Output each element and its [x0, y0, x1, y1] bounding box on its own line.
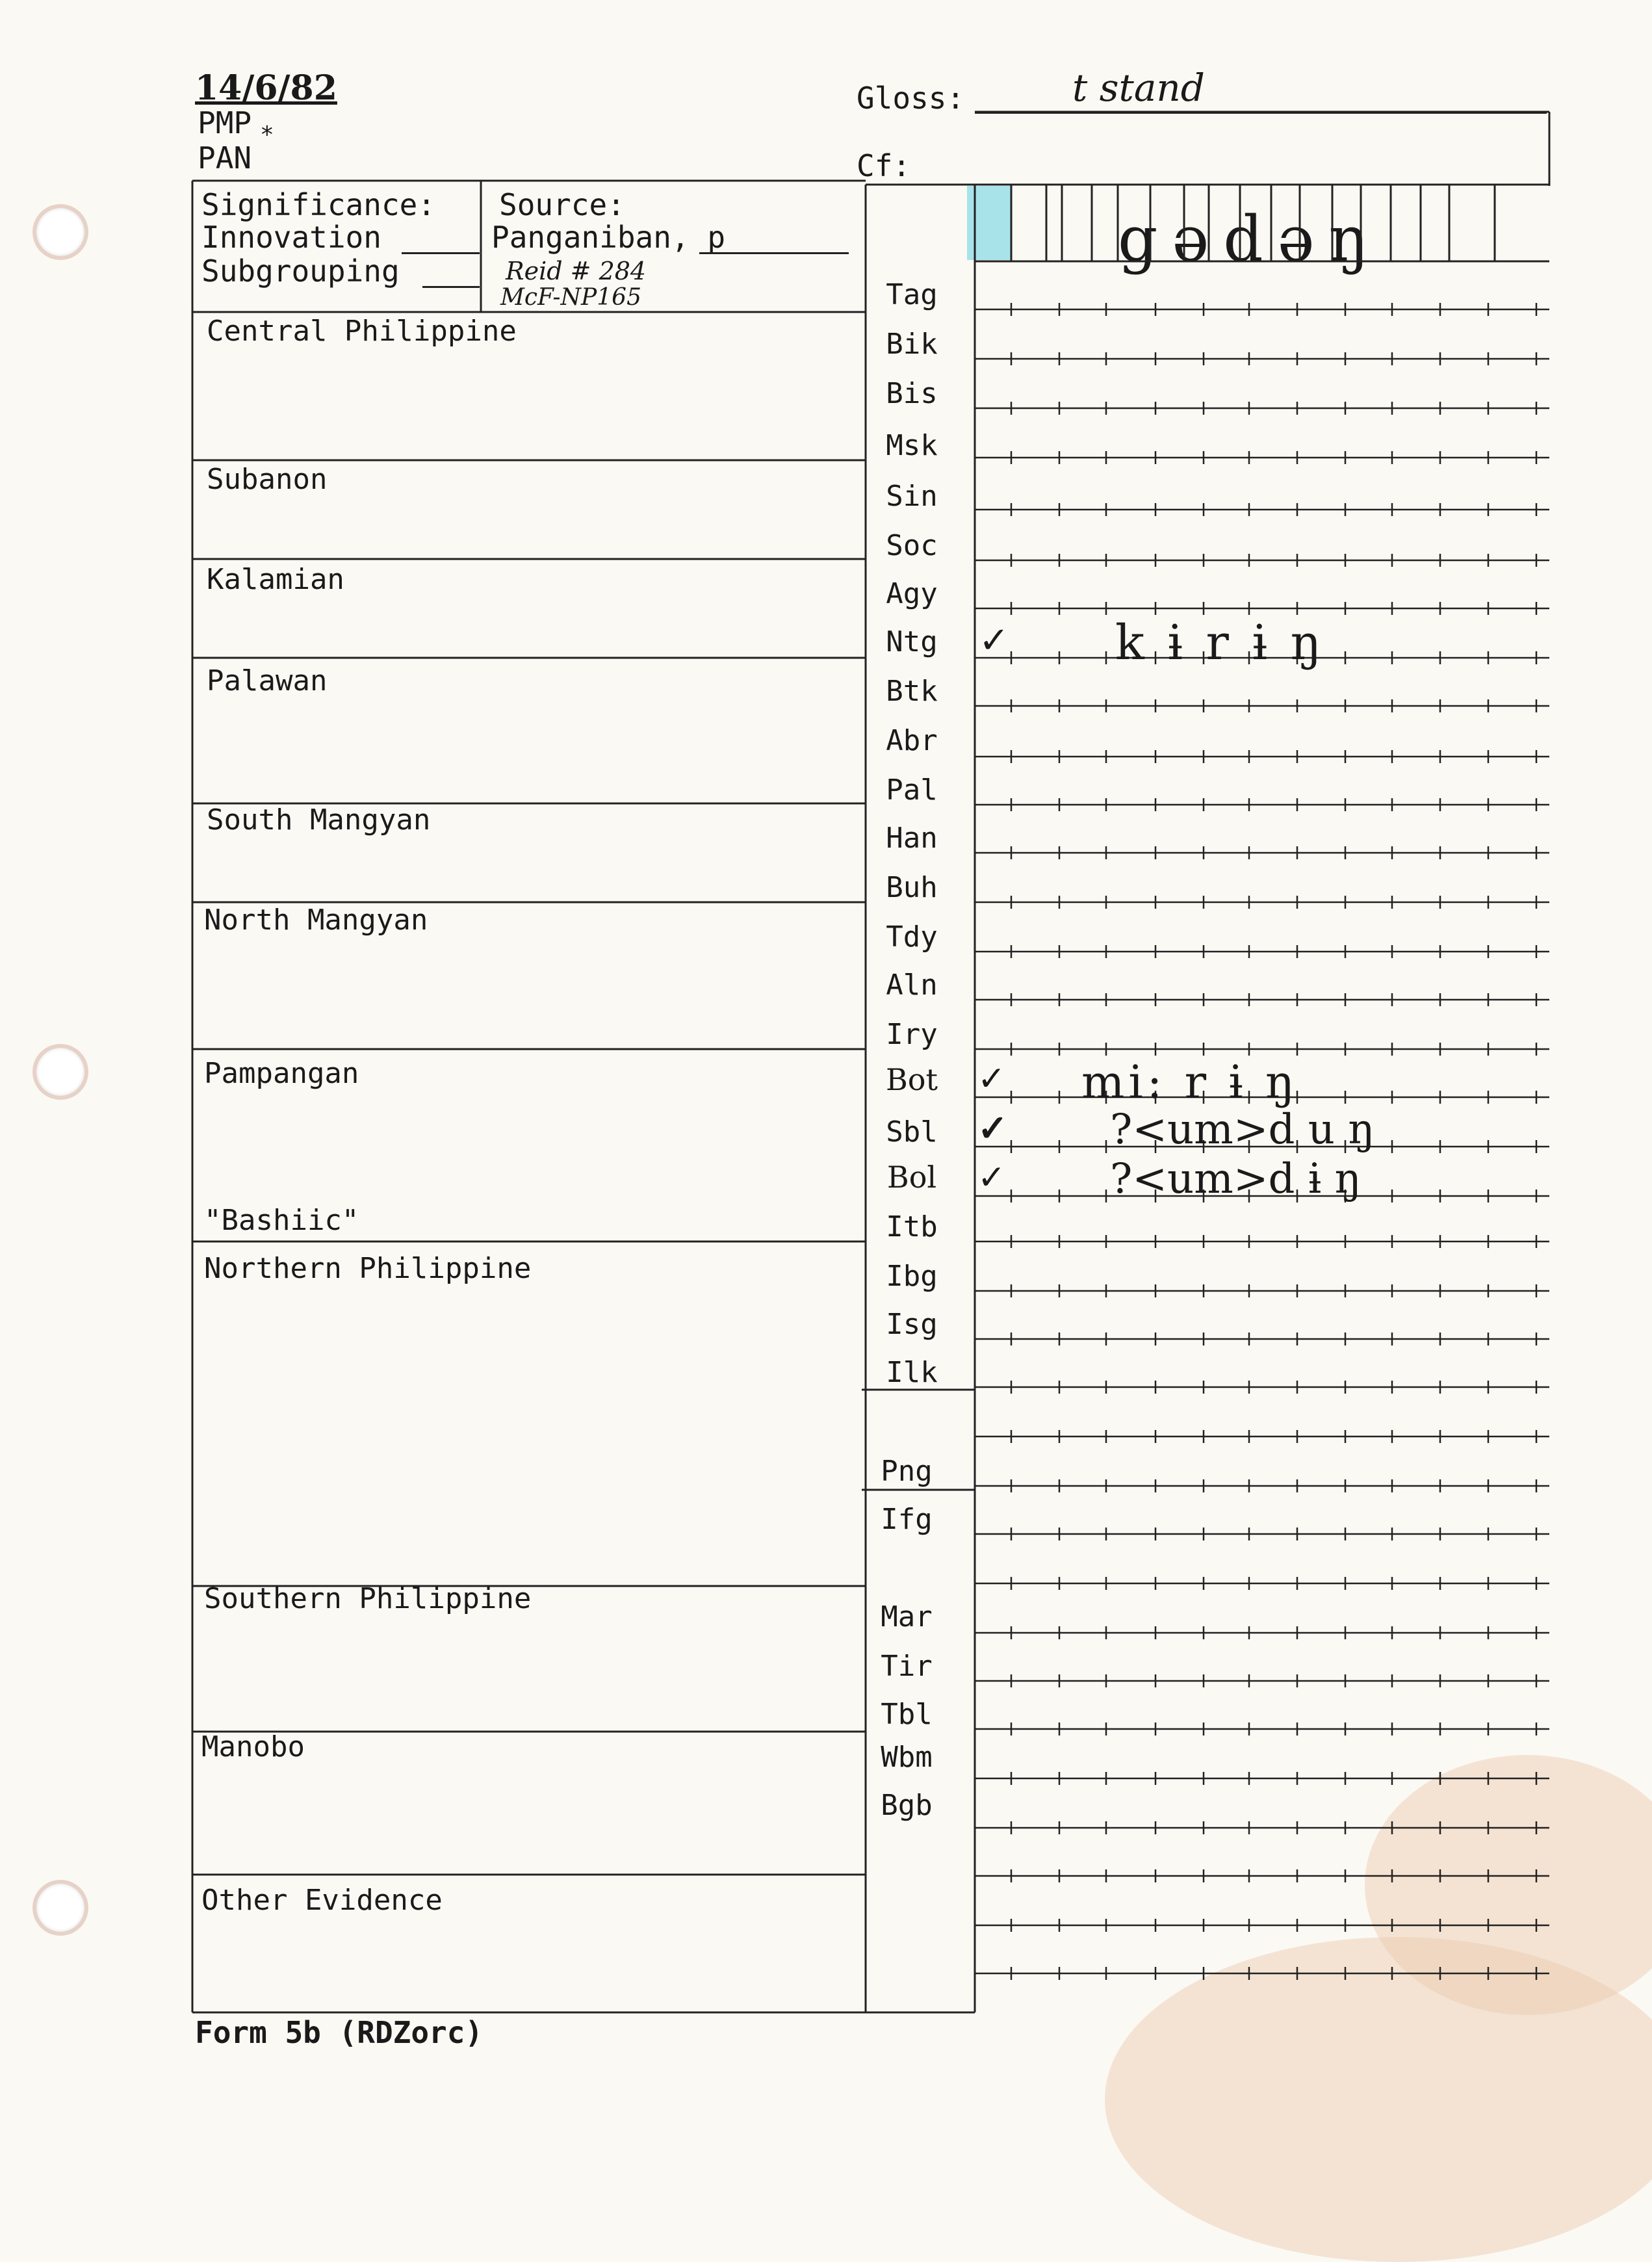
- group-central-philippine: Central Philippine: [207, 315, 517, 348]
- lang-buh: Buh: [886, 871, 938, 904]
- lang-bgb: Bgb: [881, 1789, 933, 1822]
- gloss-label: Gloss:: [857, 81, 965, 116]
- lang-msk: Msk: [886, 429, 938, 462]
- lang-pal: Pal: [886, 774, 938, 807]
- group-other-evidence: Other Evidence: [201, 1884, 443, 1917]
- lang-isg: Isg: [886, 1308, 938, 1341]
- lang-bot: Bot: [886, 1062, 938, 1097]
- cf-label: Cf:: [857, 148, 911, 183]
- lang-ibg: Ibg: [886, 1260, 938, 1293]
- group-south-mangyan: South Mangyan: [207, 803, 431, 837]
- lang-mar: Mar: [881, 1600, 933, 1633]
- date: 14/6/82: [195, 68, 337, 108]
- sbl-check: ✓: [977, 1107, 1008, 1150]
- pan-label: PAN: [198, 140, 252, 176]
- source-note-mcf: McF-NP165: [500, 284, 641, 311]
- source-note-reid: Reid # 284: [506, 257, 647, 285]
- group-palawan: Palawan: [207, 664, 328, 697]
- bot-check: ✓: [977, 1060, 1006, 1098]
- lang-btk: Btk: [886, 675, 938, 708]
- source-label: Source:: [499, 187, 625, 222]
- group-kalamian: Kalamian: [207, 563, 344, 596]
- source-value: Panganiban, p: [491, 220, 726, 255]
- lang-wbm: Wbm: [881, 1741, 933, 1774]
- lang-tbl: Tbl: [881, 1698, 933, 1731]
- lang-bol: Bol: [886, 1160, 937, 1195]
- lang-bik: Bik: [886, 328, 938, 361]
- form-label: Form 5b (RDZorc): [195, 2015, 484, 2050]
- lang-soc: Soc: [886, 529, 938, 562]
- group-northern-philippine: Northern Philippine: [204, 1252, 532, 1285]
- significance-title: Significance:: [201, 187, 436, 222]
- subgrouping-label: Subgrouping: [201, 254, 400, 289]
- lang-ifg: Ifg: [881, 1503, 933, 1536]
- ntg-form: k ɨ r ɨ ŋ: [1115, 615, 1326, 671]
- asterisk: *: [260, 122, 274, 148]
- lang-sin: Sin: [886, 480, 938, 513]
- bol-form: ?<um>d ɨ ŋ: [1110, 1155, 1362, 1203]
- lang-sbl: Sbl: [886, 1115, 938, 1149]
- group-subanon: Subanon: [207, 463, 328, 496]
- innovation-label: Innovation: [201, 220, 381, 255]
- lang-ilk: Ilk: [886, 1356, 938, 1389]
- sbl-form: ?<um>d u ŋ: [1110, 1106, 1375, 1154]
- group-southern-philippine: Southern Philippine: [204, 1582, 532, 1615]
- lang-iry: Iry: [886, 1018, 938, 1051]
- group-manobo: Manobo: [201, 1730, 305, 1763]
- gloss-value: t stand: [1072, 66, 1205, 110]
- group-pampangan: Pampangan: [204, 1057, 359, 1090]
- lang-bis: Bis: [886, 377, 938, 410]
- group-north-mangyan: North Mangyan: [204, 904, 428, 937]
- lang-tag: Tag: [886, 278, 938, 311]
- bol-check: ✓: [977, 1158, 1006, 1197]
- lang-agy: Agy: [886, 577, 938, 610]
- lang-png: Png: [881, 1455, 933, 1488]
- lang-ntg: Ntg: [886, 625, 938, 658]
- ntg-check: ✓: [979, 619, 1009, 662]
- lang-tir: Tir: [881, 1650, 933, 1683]
- bot-form: mi: r ɨ ŋ: [1081, 1056, 1299, 1109]
- lang-han: Han: [886, 822, 938, 855]
- lang-aln: Aln: [886, 968, 938, 1002]
- lang-abr: Abr: [886, 724, 938, 757]
- pmp-label: PMP: [198, 105, 252, 140]
- group-bashiic: "Bashiic": [204, 1204, 359, 1237]
- lang-tdy: Tdy: [886, 920, 938, 954]
- lang-itb: Itb: [886, 1210, 938, 1243]
- reconstruction-form: gədəŋ: [1118, 203, 1384, 276]
